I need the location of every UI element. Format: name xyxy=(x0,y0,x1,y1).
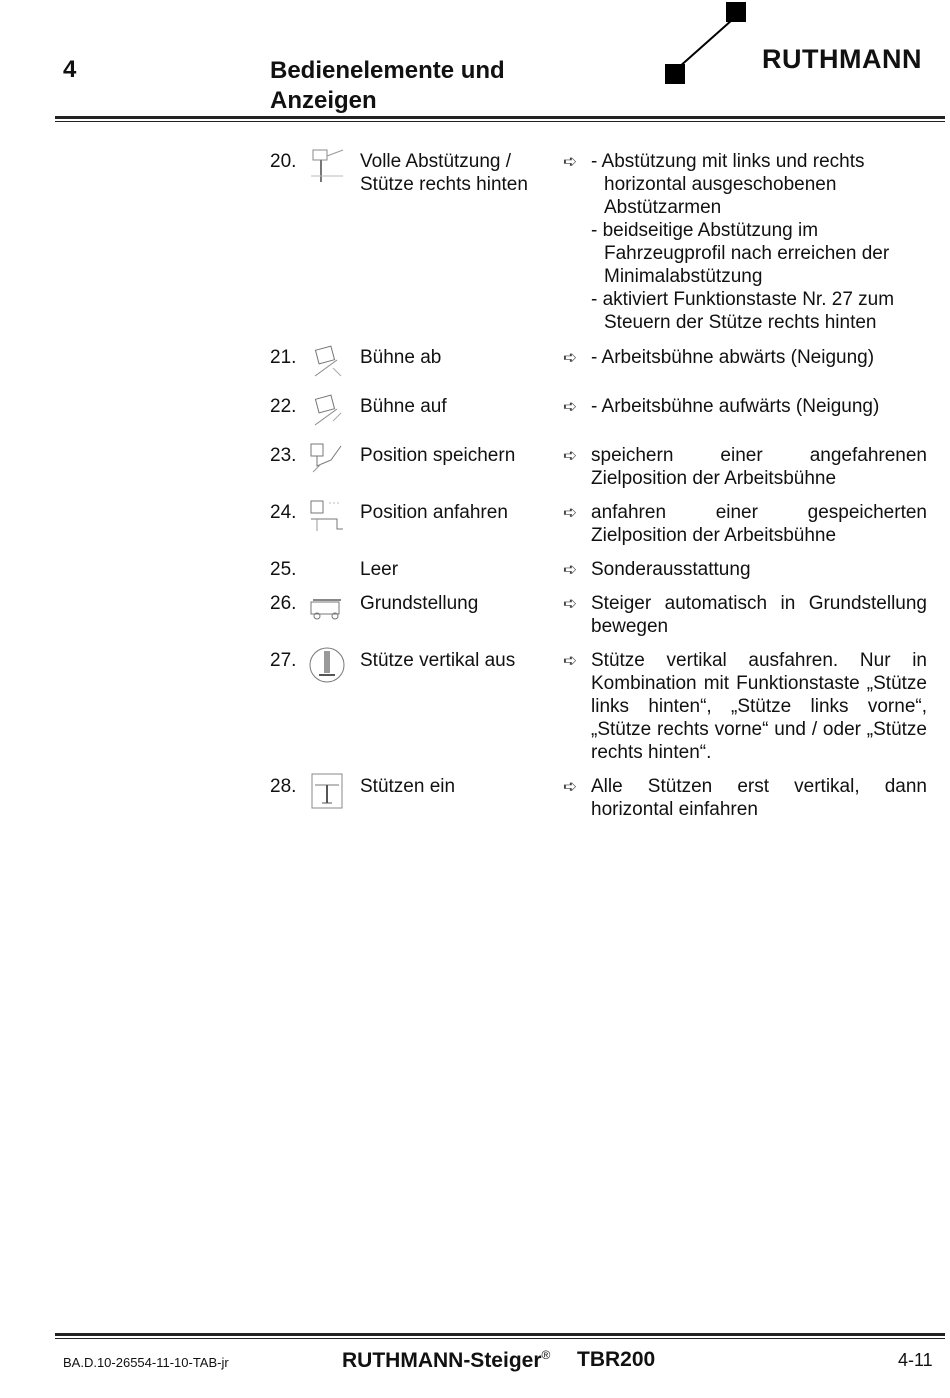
platform-down-icon xyxy=(306,342,348,382)
title-line-2: Anzeigen xyxy=(270,87,377,114)
row-number: 26. xyxy=(270,593,297,614)
document-code: BA.D.10-26554-11-10-TAB-jr xyxy=(63,1355,229,1370)
row-number: 20. xyxy=(270,151,297,172)
row-number: 21. xyxy=(270,347,297,368)
row-number: 27. xyxy=(270,650,297,671)
model-name: TBR200 xyxy=(577,1348,656,1371)
goto-position-icon xyxy=(306,497,348,537)
row-label: Stützen ein xyxy=(360,776,456,797)
row-description xyxy=(591,395,927,418)
row-description: Steiger automatisch in Grundstellung bewegen xyxy=(591,593,927,637)
row-label: Stütze vertikal aus xyxy=(360,650,516,671)
arrow-icon: ➪ xyxy=(563,560,578,579)
page-title xyxy=(270,56,505,116)
row-description: speichern einer angefahrenen Zielposition der Arbeitsbühne xyxy=(591,445,927,489)
footer-brand: RUTHMANN-Steiger® xyxy=(342,1348,551,1372)
row-label: Volle Abstützung / Stütze rechts hinten xyxy=(360,151,528,195)
arrow-icon: ➪ xyxy=(563,777,578,796)
description-item: - beidseitige Abstützung im Fahrzeugprofil nach erreichen der Minimalabstützung xyxy=(591,220,890,287)
description-item: - Abstützung mit links und rechts horizontal ausgeschobenen Abstützarmen xyxy=(591,151,865,218)
description-item: - Arbeitsbühne aufwärts (Neigung) xyxy=(591,396,880,417)
row-number: 22. xyxy=(270,396,297,417)
description-item: - Arbeitsbühne abwärts (Neigung) xyxy=(591,347,875,368)
row-description xyxy=(591,346,927,369)
full-support-icon xyxy=(306,146,348,186)
save-position-icon xyxy=(306,440,348,480)
arrow-icon: ➪ xyxy=(563,446,578,465)
chapter-number: 4 xyxy=(63,56,77,83)
brand-name: RUTHMANN xyxy=(762,44,922,74)
page-number: 4-11 xyxy=(898,1350,933,1370)
footer-rule xyxy=(55,1333,945,1339)
row-label: Bühne auf xyxy=(360,396,447,417)
row-number: 25. xyxy=(270,559,297,580)
description-item: - aktiviert Funktionstaste Nr. 27 zum Steuern der Stütze rechts hinten xyxy=(591,289,895,333)
supports-retract-icon xyxy=(306,771,348,811)
row-description xyxy=(591,150,927,334)
row-label: Leer xyxy=(360,559,399,580)
row-label: Position speichern xyxy=(360,445,516,466)
row-description: Stütze vertikal ausfahren. Nur in Kombination mit Funktionstaste „Stütze links hinten“, „Stütze links vorne“, „Stütze rechts vorne“ und / oder „Stütze rechts hinten“. xyxy=(591,650,927,763)
row-label: Grundstellung xyxy=(360,593,479,614)
platform-up-icon xyxy=(306,391,348,431)
row-label: Position anfahren xyxy=(360,502,508,523)
home-position-truck-icon xyxy=(306,588,348,628)
arrow-icon: ➪ xyxy=(563,594,578,613)
row-description: Alle Stützen erst vertikal, dann horizontal einfahren xyxy=(591,776,927,820)
arrow-icon: ➪ xyxy=(563,503,578,522)
arrow-icon: ➪ xyxy=(563,651,578,670)
header-rule xyxy=(55,116,945,122)
row-description: anfahren einer gespeicherten Zielposition der Arbeitsbühne xyxy=(591,502,927,546)
ruthmann-logo-icon xyxy=(662,0,752,86)
row-number: 28. xyxy=(270,776,297,797)
row-label: Bühne ab xyxy=(360,347,442,368)
support-vertical-out-icon xyxy=(306,645,348,685)
row-number: 24. xyxy=(270,502,297,523)
arrow-icon: ➪ xyxy=(563,152,578,171)
title-line-1: Bedienelemente und xyxy=(270,57,505,84)
arrow-icon: ➪ xyxy=(563,397,578,416)
arrow-icon: ➪ xyxy=(563,348,578,367)
row-description: Sonderausstattung xyxy=(591,559,751,580)
row-number: 23. xyxy=(270,445,297,466)
